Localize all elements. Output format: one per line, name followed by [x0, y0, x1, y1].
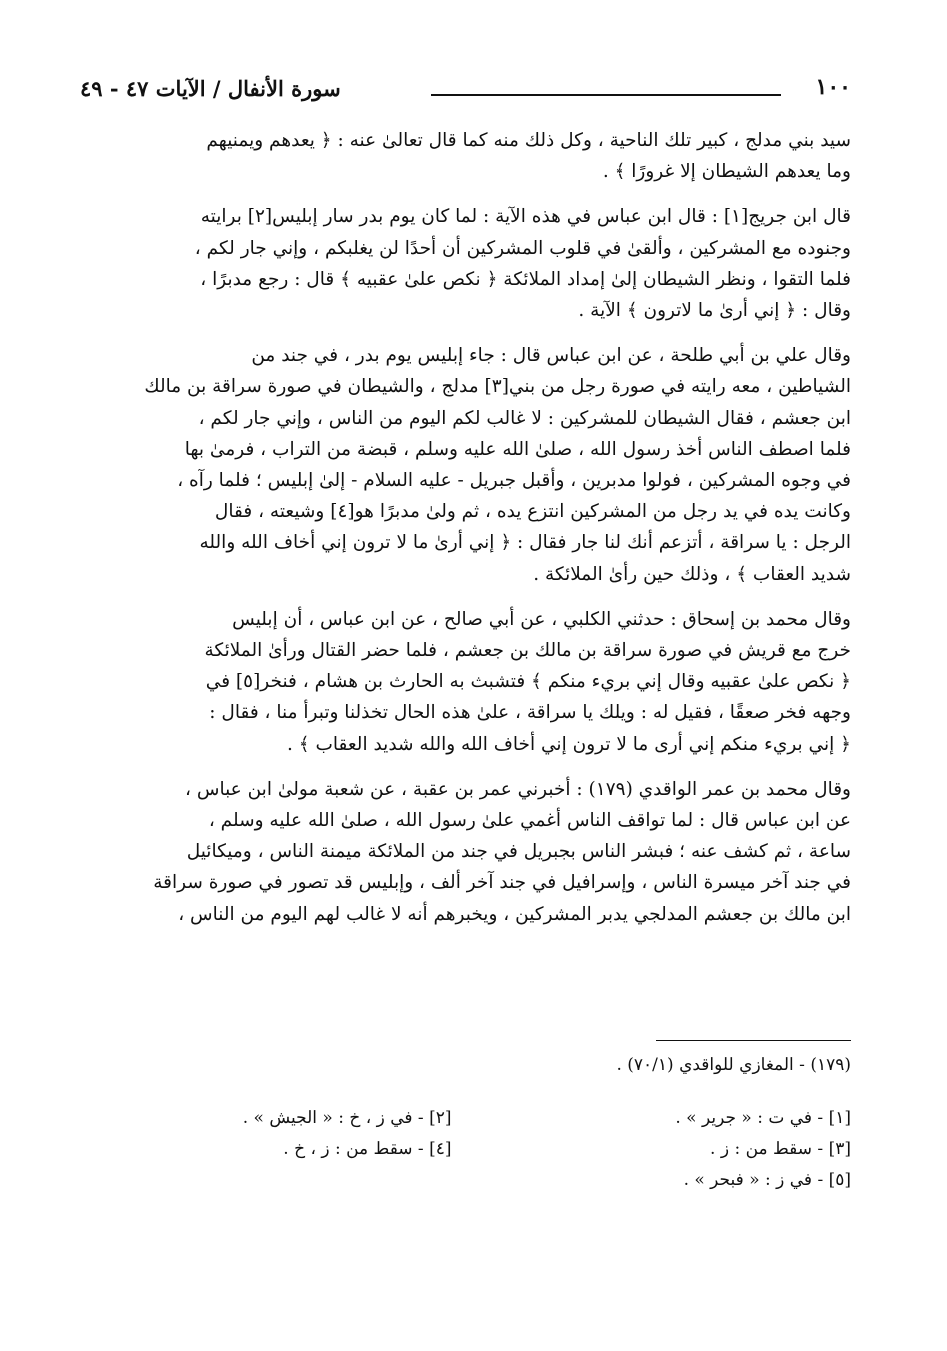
footnote-variants [92, 1103, 851, 1196]
text-line: فلما التقوا ، ونظر الشيطان إلىٰ إمداد الملائكة ﴿ نكص علىٰ عقبيه ﴾ قال : رجع مدبرًا ، [200, 268, 851, 290]
header-rule [431, 94, 781, 96]
footnote-separator [656, 1040, 851, 1041]
text-line: وجنوده مع المشركين ، وألقىٰ في قلوب المشركين أن أحدًا لن يغلبكم ، وإني جار لكم ، [194, 237, 851, 259]
text-line: وكانت يده في يد رجل من المشركين انتزع يده ، ثم ولىٰ مدبرًا هو[٤] وشيعته ، فقال [214, 501, 851, 523]
page-number: ١٠٠ [815, 74, 851, 100]
paragraph [92, 125, 851, 187]
text-line: ابن جعشم ، فقال الشيطان للمشركين : لا غالب لكم اليوم من الناس ، وإني جار لكم ، [198, 407, 851, 429]
paragraph [92, 604, 851, 760]
footnote-source: (١٧٩) - المغازي للواقدي (٧٠/١) . [616, 1055, 851, 1075]
text-line: شديد العقاب ﴾ ، وذلك حين رأىٰ الملائكة . [533, 563, 851, 585]
text-line: ﴿ إني بريء منكم إني أرى ما لا ترون إني أخاف الله والله شديد العقاب ﴾ . [286, 733, 851, 755]
footnote-5: [٥] - في ز : « فبحر » . [683, 1170, 851, 1190]
text-line: الرجل : يا سراقة ، أتزعم أنك لنا جار فقال : ﴿ إني أرىٰ ما لا ترون إني أخاف الله والله [199, 532, 851, 554]
main-text [92, 125, 851, 944]
text-line: وما يعدهم الشيطان إلا غرورًا ﴾ . [602, 161, 851, 183]
footnote-4: [٤] - سقط من : ز ، خ . [283, 1139, 452, 1159]
text-line: في وجوه المشركين ، فولوا مدبرين ، وأقبل جبريل - عليه السلام - إلىٰ إبليس ؛ فلما رآه ، [177, 470, 851, 492]
text-line: ﴿ نكص علىٰ عقبيه وقال إني بريء منكم ﴾ فتشبث به الحارث بن هشام ، فنخر[٥] في [205, 671, 851, 693]
text-line: قال ابن جريج[١] : قال ابن عباس في هذه الآية : لما كان يوم بدر سار إبليس[٢] برايته [200, 206, 851, 228]
footnotes [92, 1050, 851, 1196]
text-line: في جند آخر ميسرة الناس ، وإسرافيل في جند آخر ألف ، وإبليس قد تصور في صورة سراقة [153, 872, 851, 894]
paragraph [92, 201, 851, 326]
text-line: خرج مع قريش في صورة سراقة بن مالك بن جعشم ، فلما حضر القتال ورأىٰ الملائكة [204, 640, 851, 662]
text-line: ساعة ، ثم كشف عنه ؛ فبشر الناس بجبريل في جند من الملائكة ميمنة الناس ، وميكائيل [186, 841, 851, 863]
text-line: فلما اصطف الناس أخذ رسول الله ، صلىٰ الله عليه وسلم ، قبضة من التراب ، فرمىٰ بها [184, 438, 851, 460]
text-line: سيد بني مدلج ، كبير تلك الناحية ، وكل ذلك منه كما قال تعالىٰ عنه : ﴿ يعدهم ويمنيهم [206, 130, 851, 151]
running-title: سورة الأنفال / الآيات ٤٧ - ٤٩ [80, 76, 341, 101]
footnote-2: [٢] - في ز ، خ : « الجيش » . [242, 1108, 452, 1128]
text-line: عن ابن عباس قال : لما تواقف الناس أغمي علىٰ رسول الله ، صلىٰ الله عليه وسلم ، [208, 810, 851, 832]
text-line: وقال محمد بن إسحاق : حدثني الكلبي ، عن أبي صالح ، عن ابن عباس ، أن إبليس [232, 608, 851, 630]
text-line: ابن مالك بن جعشم المدلجي يدبر المشركين ، ويخبرهم أنه لا غالب لهم اليوم من الناس ، [178, 903, 851, 925]
footnote-3: [٣] - سقط من : ز . [710, 1139, 851, 1159]
text-line: وجهه فخر صعقًا ، فقيل له : ويلك يا سراقة ، علىٰ هذه الحال تخذلنا وتبرأ منا ، فقال : [209, 702, 851, 724]
footnote-1: [١] - في ت : « جرير » . [675, 1108, 851, 1128]
page-header [80, 72, 851, 112]
paragraph [92, 774, 851, 930]
text-line: وقال : ﴿ إني أرىٰ ما لاترون ﴾ الآية . [578, 300, 851, 322]
paragraph [92, 340, 851, 590]
text-line: الشياطين ، معه رايته في صورة رجل من بني[٣] مدلج ، والشيطان في صورة سراقة بن مالك [144, 376, 851, 398]
text-line: وقال علي بن أبي طلحة ، عن ابن عباس قال : جاء إبليس يوم بدر ، في جند من [251, 345, 851, 367]
text-line: وقال محمد بن عمر الواقدي (١٧٩) : أخبرني عمر بن عقبة ، عن شعبة مولىٰ ابن عباس ، [185, 778, 851, 800]
